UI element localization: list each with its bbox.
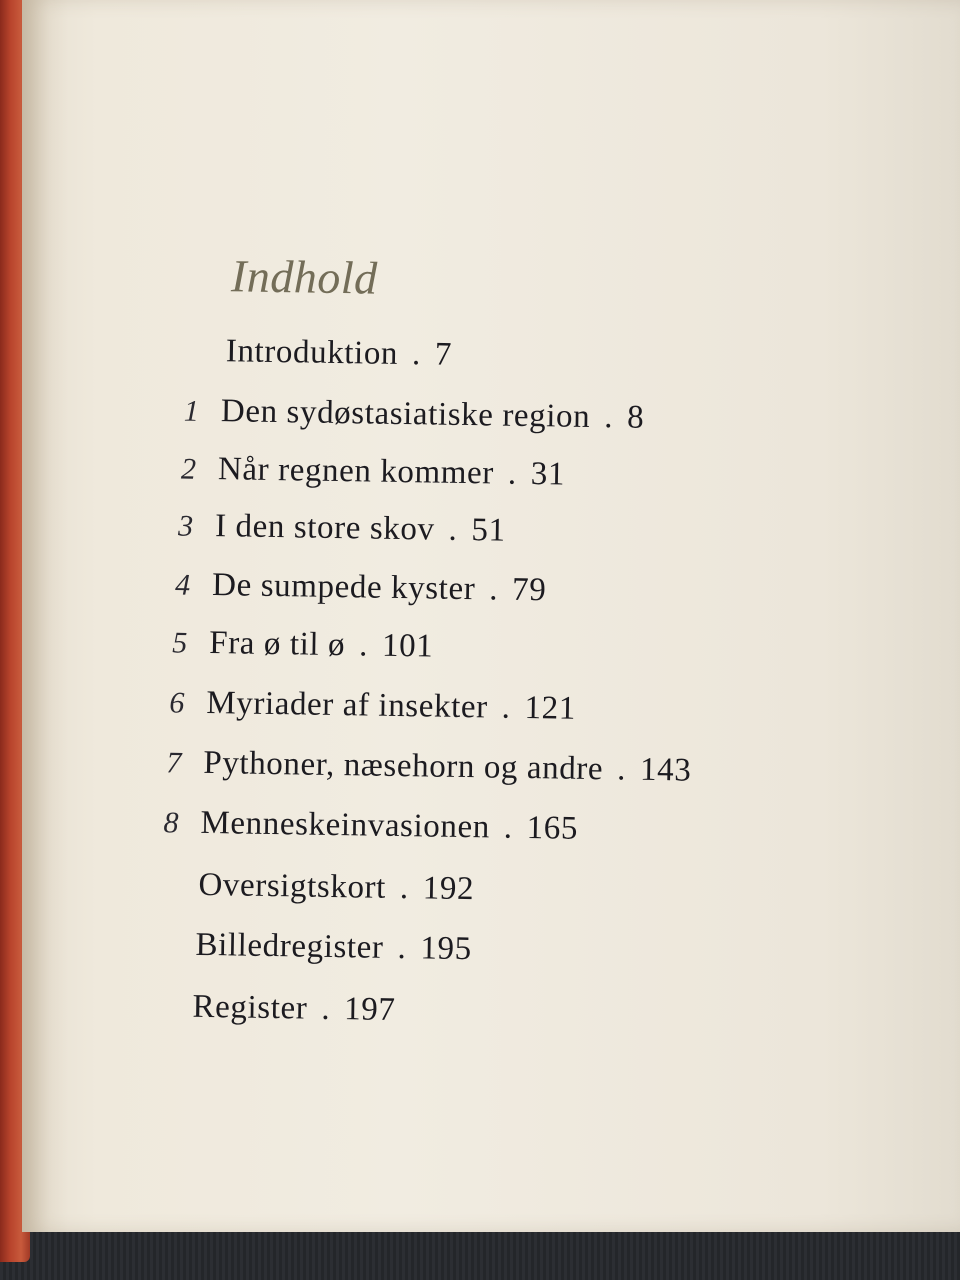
entry-page: 51 <box>471 512 506 549</box>
entry-text <box>221 395 645 435</box>
entry-text <box>198 866 475 908</box>
entry-separator: . <box>411 336 422 373</box>
entry-page: 7 <box>434 336 453 373</box>
entry-separator: . <box>503 809 513 846</box>
entry-page: 165 <box>526 810 579 847</box>
entry-text <box>218 453 565 491</box>
entry-separator: . <box>603 399 614 436</box>
entry-label: Når regnen kommer <box>217 451 495 492</box>
entry-page: 8 <box>626 399 645 436</box>
entry-separator: . <box>489 571 499 608</box>
entry-text <box>206 684 577 727</box>
entry-label: Den sydøstasiatiske region <box>220 393 591 435</box>
chapter-number: 5 <box>172 626 188 660</box>
entry-page: 101 <box>381 627 434 665</box>
entry-page: 31 <box>530 456 566 493</box>
entry-separator: . <box>501 689 511 726</box>
entry-label: Myriader af insekter <box>206 684 488 726</box>
entry-separator: . <box>321 990 331 1027</box>
entry-page: 195 <box>420 930 472 968</box>
entry-page: 143 <box>639 751 692 789</box>
entry-label: I den store skov <box>214 508 435 548</box>
toc-title: Indhold <box>230 250 379 304</box>
chapter-number: 6 <box>169 686 185 720</box>
entry-separator: . <box>616 751 627 788</box>
entry-page: 192 <box>422 870 475 908</box>
entry-text <box>200 804 579 847</box>
chapter-number: 3 <box>177 509 194 543</box>
entry-label: Fra ø til ø <box>209 625 346 664</box>
entry-text <box>212 569 547 607</box>
entry-text <box>203 744 692 789</box>
entry-text <box>209 627 434 664</box>
entry-separator: . <box>507 455 518 492</box>
entry-label: Oversigtskort <box>198 866 387 906</box>
entry-label: Introduktion <box>225 333 399 372</box>
entry-page: 197 <box>343 991 396 1028</box>
entry-separator: . <box>448 511 458 548</box>
entry-text <box>215 510 506 548</box>
entry-label: De sumpede kyster <box>211 567 476 608</box>
entry-page: 79 <box>511 571 547 609</box>
entry-text <box>195 926 472 968</box>
entry-label: Billedregister <box>195 926 384 966</box>
entry-label: Pythoner, næsehorn og andre <box>203 744 604 788</box>
entry-separator: . <box>358 627 369 664</box>
entry-label: Register <box>192 988 308 1027</box>
chapter-number: 1 <box>183 394 200 428</box>
chapter-number: 2 <box>180 452 197 486</box>
entry-separator: . <box>399 870 410 907</box>
entry-page: 121 <box>524 689 577 727</box>
entry-separator: . <box>397 930 407 967</box>
chapter-number: 4 <box>174 568 191 602</box>
chapter-number: 7 <box>166 746 182 780</box>
chapter-number: 8 <box>163 806 179 840</box>
entry-text <box>226 335 453 372</box>
entry-text <box>192 988 396 1028</box>
entry-label: Menneskeinvasionen <box>200 804 491 846</box>
